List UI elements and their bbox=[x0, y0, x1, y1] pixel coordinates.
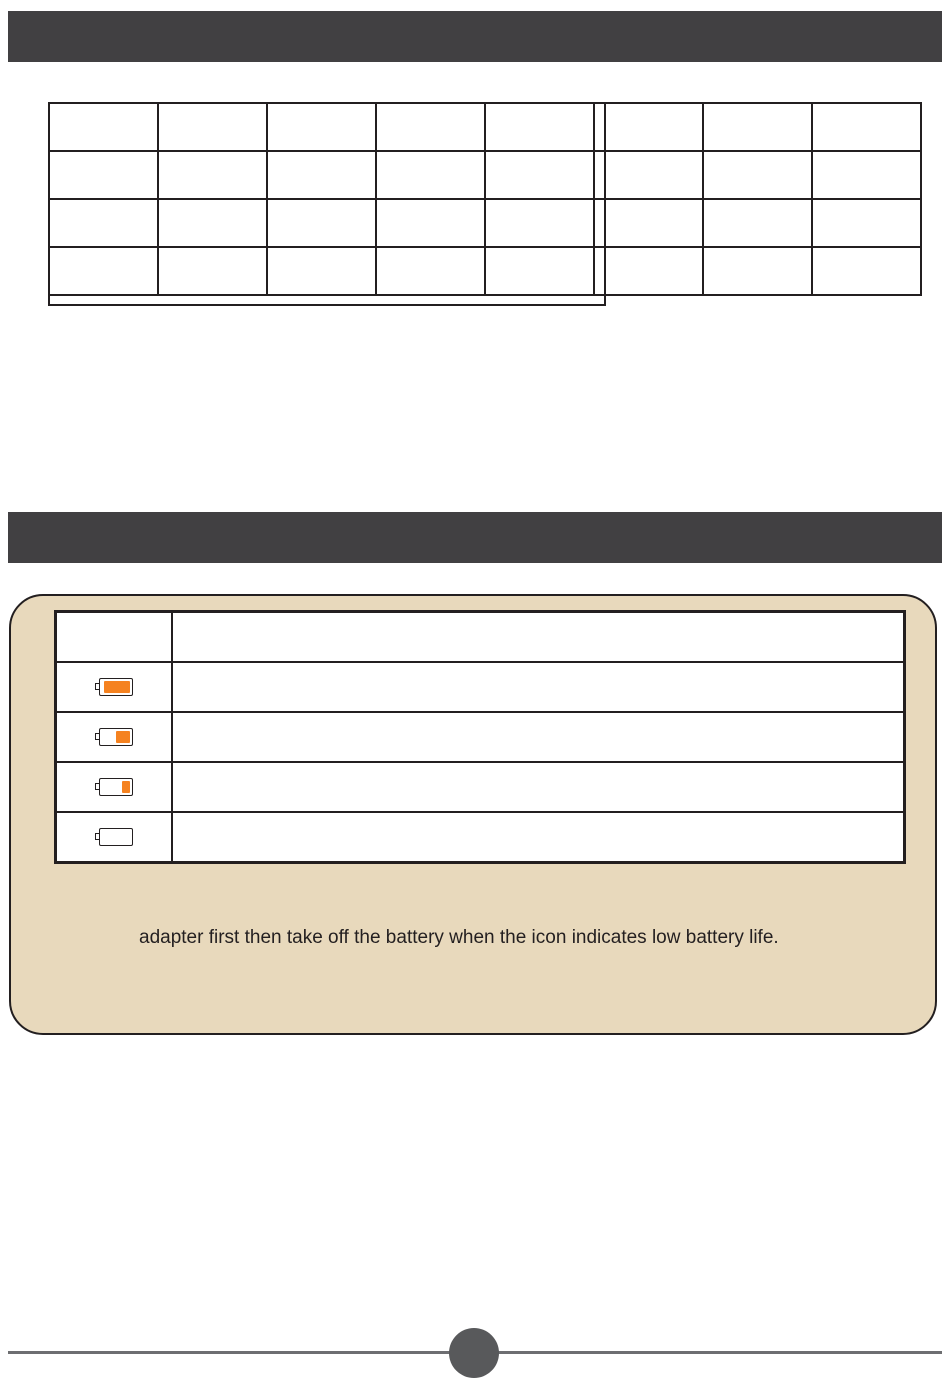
grid-cell bbox=[594, 247, 703, 295]
grid-cell bbox=[49, 199, 158, 247]
grid-cell bbox=[376, 199, 485, 247]
grid-cell bbox=[158, 151, 267, 199]
grid-cell bbox=[158, 103, 267, 151]
battery-description-cell bbox=[172, 762, 904, 812]
grid-cell bbox=[703, 199, 812, 247]
grid-cell bbox=[376, 103, 485, 151]
battery-icon-cell bbox=[56, 662, 172, 712]
battery-section-header-bar bbox=[8, 512, 942, 563]
spec-grid-table bbox=[48, 102, 922, 296]
grid-cell bbox=[812, 103, 921, 151]
battery-row bbox=[56, 712, 904, 762]
grid-cell bbox=[485, 199, 594, 247]
grid-cell bbox=[267, 199, 376, 247]
grid-cell bbox=[49, 247, 158, 295]
grid-cell bbox=[376, 247, 485, 295]
grid-cell bbox=[812, 247, 921, 295]
grid-row bbox=[49, 103, 921, 151]
battery-row bbox=[56, 612, 904, 662]
section-header-bar bbox=[8, 11, 942, 62]
grid-cell bbox=[267, 247, 376, 295]
battery-description-cell bbox=[172, 812, 904, 862]
grid-cell bbox=[158, 199, 267, 247]
grid-cell bbox=[485, 103, 594, 151]
grid-cell bbox=[158, 247, 267, 295]
grid-cell bbox=[594, 103, 703, 151]
battery-full-icon bbox=[99, 678, 133, 696]
battery-description-cell bbox=[172, 712, 904, 762]
grid-cell bbox=[594, 199, 703, 247]
grid-row bbox=[49, 199, 921, 247]
battery-status-table bbox=[55, 611, 905, 863]
battery-row bbox=[56, 662, 904, 712]
battery-description-cell bbox=[172, 612, 904, 662]
battery-empty-icon bbox=[99, 828, 133, 846]
grid-cell bbox=[49, 151, 158, 199]
battery-icon-cell bbox=[56, 812, 172, 862]
note-text: adapter first then take off the battery when the icon indicates low battery life. bbox=[139, 927, 779, 948]
page-number-circle bbox=[449, 1328, 499, 1378]
battery-row bbox=[56, 762, 904, 812]
grid-cell bbox=[812, 199, 921, 247]
grid-cell bbox=[703, 151, 812, 199]
grid-cell bbox=[703, 247, 812, 295]
battery-icon-cell bbox=[56, 712, 172, 762]
grid-cell bbox=[376, 151, 485, 199]
battery-icon-cell bbox=[56, 762, 172, 812]
grid-cell bbox=[703, 103, 812, 151]
grid-row bbox=[49, 151, 921, 199]
grid-cell bbox=[267, 103, 376, 151]
battery-row bbox=[56, 812, 904, 862]
grid-cell bbox=[485, 151, 594, 199]
grid-row bbox=[49, 247, 921, 295]
battery-description-cell bbox=[172, 662, 904, 712]
battery-low-icon bbox=[99, 778, 133, 796]
grid-cell bbox=[485, 247, 594, 295]
grid-cell bbox=[267, 151, 376, 199]
grid-cell bbox=[812, 151, 921, 199]
battery-icon-cell bbox=[56, 612, 172, 662]
grid-cell bbox=[49, 103, 158, 151]
grid-cell bbox=[594, 151, 703, 199]
battery-half-icon bbox=[99, 728, 133, 746]
